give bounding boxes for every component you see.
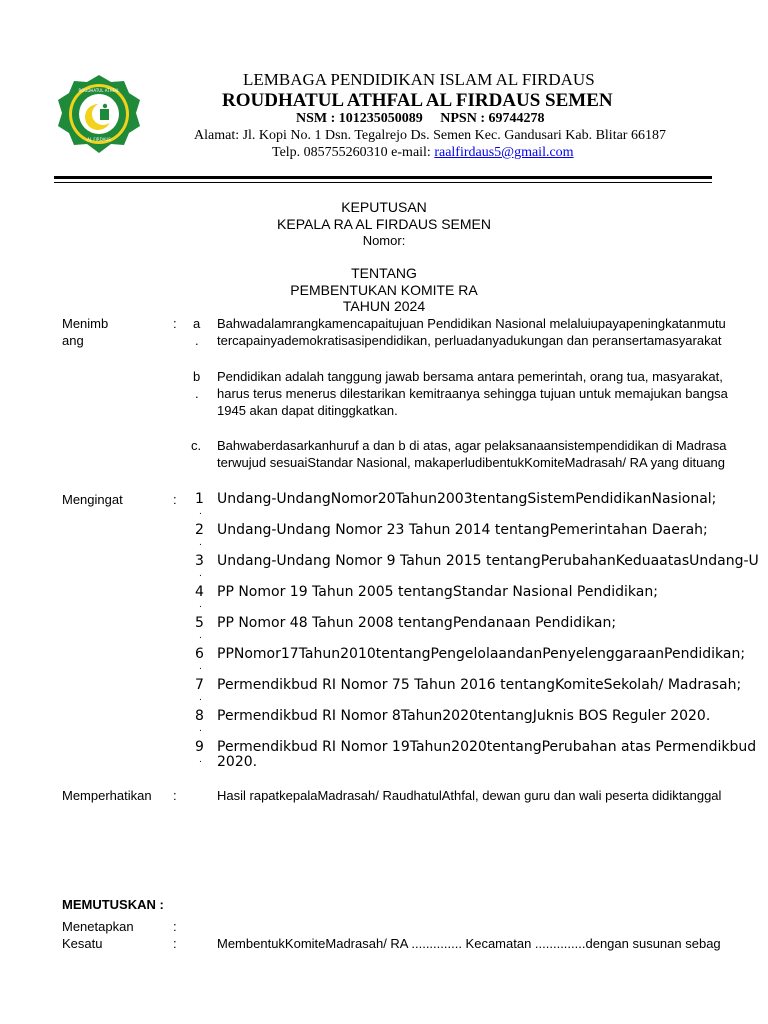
mengingat-dot-5: . <box>199 631 202 641</box>
header-rule-thick <box>54 176 712 179</box>
mengingat-dot-6: . <box>199 662 202 672</box>
header-rule-thin <box>54 182 712 183</box>
mengingat-num-7: 7 <box>195 677 204 693</box>
memperhatikan-colon: : <box>173 788 177 803</box>
menetapkan-label: Menetapkan <box>62 919 134 934</box>
memperhatikan-text: Hasil rapatkepalaMadrasah/ RaudhatulAthfal, dewan guru dan wali peserta didiktanggal <box>217 788 722 803</box>
mengingat-num-2: 2 <box>195 522 204 538</box>
menimbang-label-1: Menimb <box>62 316 109 331</box>
mengingat-item-6: PPNomor17Tahun2010tentangPengelolaandanPenyelenggaraanPendidikan; <box>217 646 746 662</box>
memutuskan-heading: MEMUTUSKAN : <box>62 897 164 912</box>
mengingat-num-4: 4 <box>195 584 204 600</box>
mengingat-item-9-line-2: 2020. <box>217 754 258 770</box>
menimbang-marker-b-dot: . <box>195 386 199 401</box>
mengingat-num-5: 5 <box>195 615 204 631</box>
mengingat-dot-8: . <box>199 724 202 734</box>
institution-name: LEMBAGA PENDIDIKAN ISLAM AL FIRDAUS <box>243 70 595 89</box>
mengingat-item-1: Undang-UndangNomor20Tahun2003tentangSistemPendidikanNasional; <box>217 491 717 507</box>
mengingat-dot-4: . <box>199 600 202 610</box>
menimbang-marker-a: a <box>193 316 201 331</box>
title-year: TAHUN 2024 <box>342 298 426 314</box>
mengingat-item-7: Permendikbud RI Nomor 75 Tahun 2016 tentangKomiteSekolah/ Madrasah; <box>217 677 742 693</box>
menimbang-marker-c: c. <box>191 438 202 453</box>
mengingat-num-8: 8 <box>195 708 204 724</box>
mengingat-item-8: Permendikbud RI Nomor 8Tahun2020tentangJuknis BOS Reguler 2020. <box>217 708 711 724</box>
mengingat-item-9: Permendikbud RI Nomor 19Tahun2020tentangPerubahan atas Permendikbud <box>217 739 757 755</box>
kesatu-colon: : <box>173 936 177 951</box>
mengingat-item-5: PP Nomor 48 Tahun 2008 tentangPendanaan Pendidikan; <box>217 615 617 631</box>
menimbang-marker-b: b <box>193 369 201 384</box>
menimbang-b-line-2: harus terus menerus dilestarikan kemitraanya sehingga tujuan untuk memajukan bangsa <box>217 386 728 401</box>
phone-text: Telp. 085755260310 e-mail: <box>272 145 435 160</box>
mengingat-dot-9: . <box>199 755 202 765</box>
school-logo <box>54 73 144 157</box>
menimbang-label-2: ang <box>62 333 84 348</box>
kesatu-text: MembentukKomiteMadrasah/ RA .............. Kecamatan ..............dengan susunan sebag <box>217 936 721 951</box>
email-link[interactable]: raalfirdaus5@gmail.com <box>434 145 574 160</box>
menetapkan-colon: : <box>173 919 177 934</box>
kesatu-label: Kesatu <box>62 936 103 951</box>
title-kepala: KEPALA RA AL FIRDAUS SEMEN <box>277 216 491 232</box>
mengingat-num-1: 1 <box>195 491 204 507</box>
title-tentang: TENTANG <box>351 265 417 281</box>
mengingat-num-9: 9 <box>195 739 204 755</box>
mengingat-dot-7: . <box>199 693 202 703</box>
mengingat-item-2: Undang-Undang Nomor 23 Tahun 2014 tentangPemerintahan Daerah; <box>217 522 708 538</box>
mengingat-item-4: PP Nomor 19 Tahun 2005 tentangStandar Nasional Pendidikan; <box>217 584 658 600</box>
menimbang-a-line-1: Bahwadalamrangkamencapaitujuan Pendidikan Nasional melaluiupayapeningkatanmutu <box>217 316 726 331</box>
address: Alamat: Jl. Kopi No. 1 Dsn. Tegalrejo Ds. Semen Kec. Gandusari Kab. Blitar 66187 <box>194 128 666 143</box>
logo-ring-text-top: ROUDHATUL ATHFAL <box>78 88 120 93</box>
mengingat-dot-1: . <box>199 507 202 517</box>
school-name: ROUDHATUL ATHFAL AL FIRDAUS SEMEN <box>222 90 613 111</box>
logo-ring-text-bottom: AL FIRDAUS <box>87 137 111 142</box>
nsm-npsn: NSM : 101235050089 NPSN : 69744278 <box>296 111 545 126</box>
contact-line <box>272 145 574 161</box>
mengingat-item-3: Undang-Undang Nomor 9 Tahun 2015 tentangPerubahanKeduaatasUndang-U <box>217 553 759 569</box>
mengingat-dot-3: . <box>199 569 202 579</box>
memperhatikan-label: Memperhatikan <box>62 788 152 803</box>
menimbang-b-line-1: Pendidikan adalah tanggung jawab bersama antara pemerintah, orang tua, masyarakat, <box>217 369 723 384</box>
menimbang-c-line-1: Bahwaberdasarkanhuruf a dan b di atas, agar pelaksanaansistempendidikan di Madrasa <box>217 438 727 453</box>
menimbang-colon: : <box>173 316 177 331</box>
title-keputusan: KEPUTUSAN <box>341 199 427 215</box>
menimbang-b-line-3: 1945 akan dapat ditinggkatkan. <box>217 403 398 418</box>
menimbang-a-line-2: tercapainyademokratisasipendidikan, perluadanyadukungan dan peransertamasyarakat <box>217 333 722 348</box>
mengingat-colon: : <box>173 492 177 507</box>
mengingat-label: Mengingat <box>62 492 123 507</box>
menimbang-marker-a-dot: . <box>195 333 199 348</box>
mengingat-num-6: 6 <box>195 646 204 662</box>
menimbang-c-line-2: terwujud sesuaiStandar Nasional, makaperludibentukKomiteMadrasah/ RA yang dituang <box>217 455 726 470</box>
mengingat-dot-2: . <box>199 538 202 548</box>
title-subject: PEMBENTUKAN KOMITE RA <box>290 282 478 298</box>
title-nomor: Nomor: <box>362 233 406 248</box>
mengingat-num-3: 3 <box>195 553 204 569</box>
